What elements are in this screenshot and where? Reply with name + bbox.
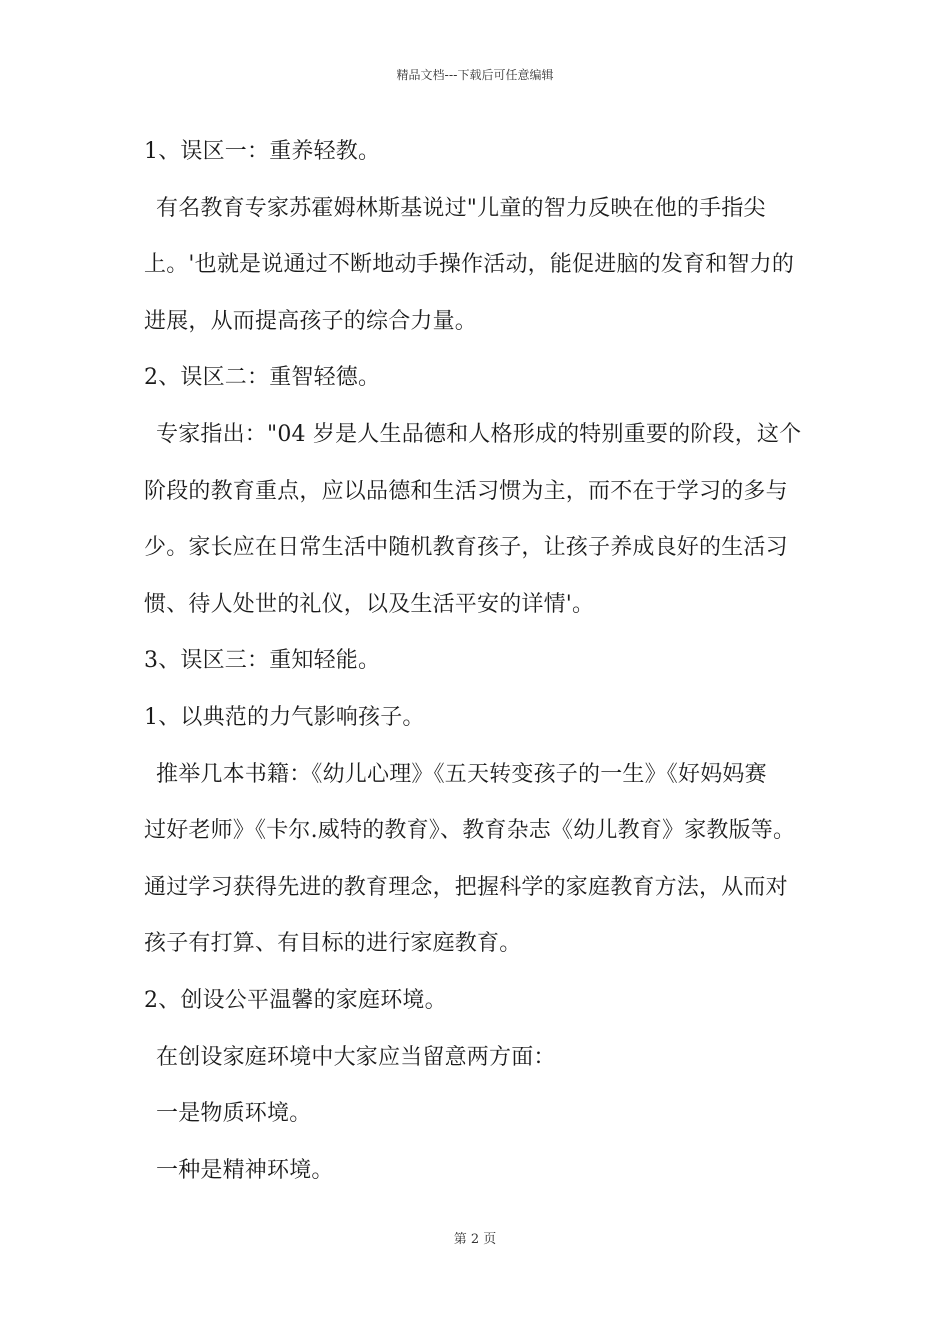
paragraph-line: 进展，从而提高孩子的综合力量。	[144, 308, 478, 334]
document-body	[144, 128, 834, 1203]
paragraph-line: 孩子有打算、有目标的进行家庭教育。	[144, 931, 522, 957]
paragraph-line: 推举几本书籍：《幼儿心理》《五天转变孩子的一生》《好妈妈赛	[156, 761, 767, 787]
paragraph-line: 少。家长应在日常生活中随机教育孩子，让孩子养成良好的生活习	[144, 535, 788, 561]
paragraph-line: 有名教育专家苏霍姆林斯基说过"儿童的智力反映在他的手指尖	[156, 195, 766, 221]
paragraph-line: 在创设家庭环境中大家应当留意两方面：	[156, 1044, 556, 1070]
subheading-2: 2、创设公平温馨的家庭环境。	[144, 987, 447, 1013]
heading-misconception-2: 2、误区二：重智轻德。	[144, 365, 381, 391]
paragraph-line: 一种是精神环境。	[156, 1157, 334, 1183]
paragraph-line: 专家指出："04 岁是人生品德和人格形成的特别重要的阶段，这个	[156, 421, 802, 447]
heading-misconception-3: 3、误区三：重知轻能。	[144, 648, 381, 674]
paragraph-line: 惯、待人处世的礼仪，以及生活平安的详情'。	[144, 591, 595, 617]
page-number: 第 2 页	[453, 1232, 497, 1247]
subheading-1: 1、以典范的力气影响孩子。	[144, 704, 425, 730]
page-header: 精品文档---下载后可任意编辑	[396, 68, 554, 82]
paragraph-line: 一是物质环境。	[156, 1101, 312, 1127]
heading-misconception-1: 1、误区一：重养轻教。	[144, 139, 381, 164]
paragraph-line: 阶段的教育重点，应以品德和生活习惯为主，而不在于学习的多与	[144, 478, 788, 504]
paragraph-line: 过好老师》《卡尔.威特的教育》、教育杂志《幼儿教育》家教版等。	[144, 818, 796, 844]
paragraph-line: 上。'也就是说通过不断地动手操作活动，能促进脑的发育和智力的	[144, 252, 795, 278]
paragraph-line: 通过学习获得先进的教育理念，把握科学的家庭教育方法，从而对	[144, 874, 788, 900]
